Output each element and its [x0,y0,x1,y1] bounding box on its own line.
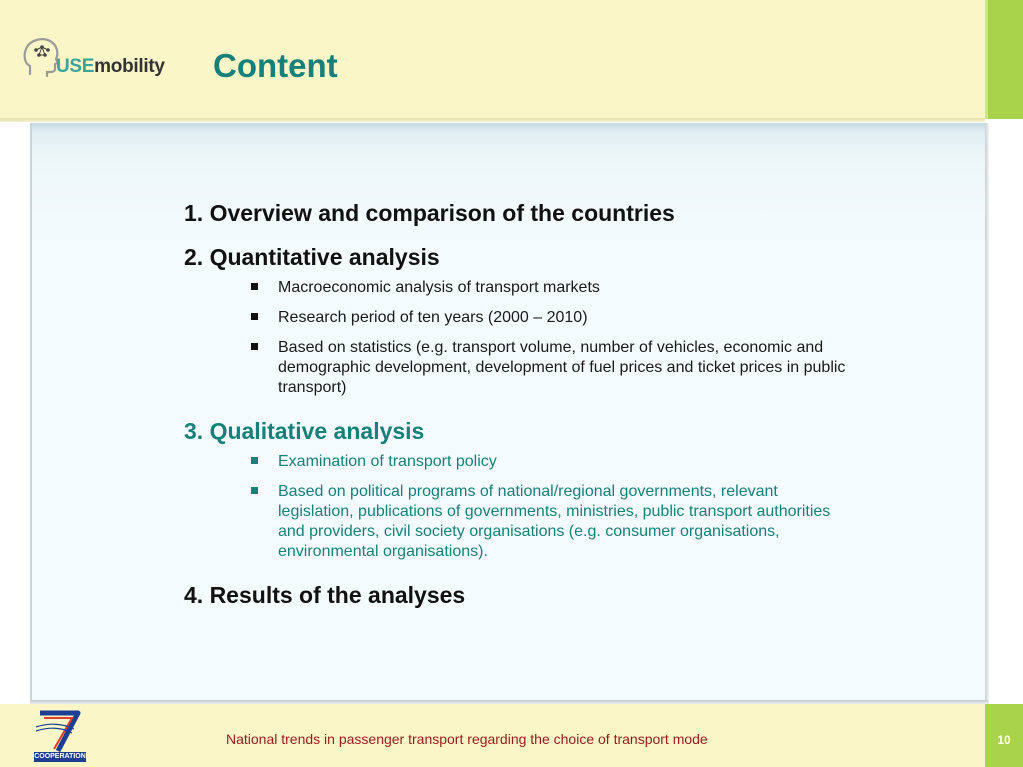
panel-top-border [32,123,985,133]
usemobility-logo [22,36,182,82]
bullet-text: Based on statistics (e.g. transport volume, number of vehicles, economic and demographic development, development of fuel prices and ticket prices in public transport) [278,339,846,396]
bullet-square-icon [251,457,258,464]
section-3-bullets [184,452,904,562]
bullet-item [278,308,904,328]
section-heading-4: 4. Results of the analyses [184,582,466,608]
header-divider [0,118,985,122]
bullet-square-icon [251,487,258,494]
bullet-text: Research period of ten years (2000 – 2010) [278,309,588,326]
bullet-text: Examination of transport policy [278,453,497,470]
section-2-bullets [184,278,904,398]
header-side-strip [985,0,1023,119]
section-heading-2: 2. Quantitative analysis [184,244,440,270]
bullet-item [278,482,853,562]
bullet-square-icon [251,313,258,320]
bullet-text: Macroeconomic analysis of transport markets [278,279,600,296]
bullet-item [278,278,904,298]
page-title: Content [213,47,338,84]
bullet-square-icon [251,343,258,350]
logo-wordmark-mobility: mobility [94,56,165,77]
bullet-square-icon [251,283,258,290]
logo-wordmark-use: USE [56,56,95,77]
section-heading-3: 3. Qualitative analysis [184,418,425,444]
bullet-text: Based on political programs of national/regional governments, relevant legislation, publications of governments, ministries, public transport authorities and providers, civil society organisations (e.g. consumer organisations, environmental organisations). [278,483,831,560]
page-number: 10 [997,733,1011,747]
logo-wordmark [56,56,165,78]
footer-caption: National trends in passenger transport regarding the choice of transport mode [226,731,708,747]
fp7-mark-text: 7 [78,748,80,750]
content-outline [184,198,904,610]
panel-right-shadow [985,123,989,705]
bullet-item [278,338,888,398]
fp7-cooperation-logo [34,709,86,763]
bullet-item [278,452,904,472]
fp7-label: COOPERATION [34,753,86,760]
section-heading-1: 1. Overview and comparison of the countries [184,200,675,226]
fp7-seven-icon [34,709,86,753]
